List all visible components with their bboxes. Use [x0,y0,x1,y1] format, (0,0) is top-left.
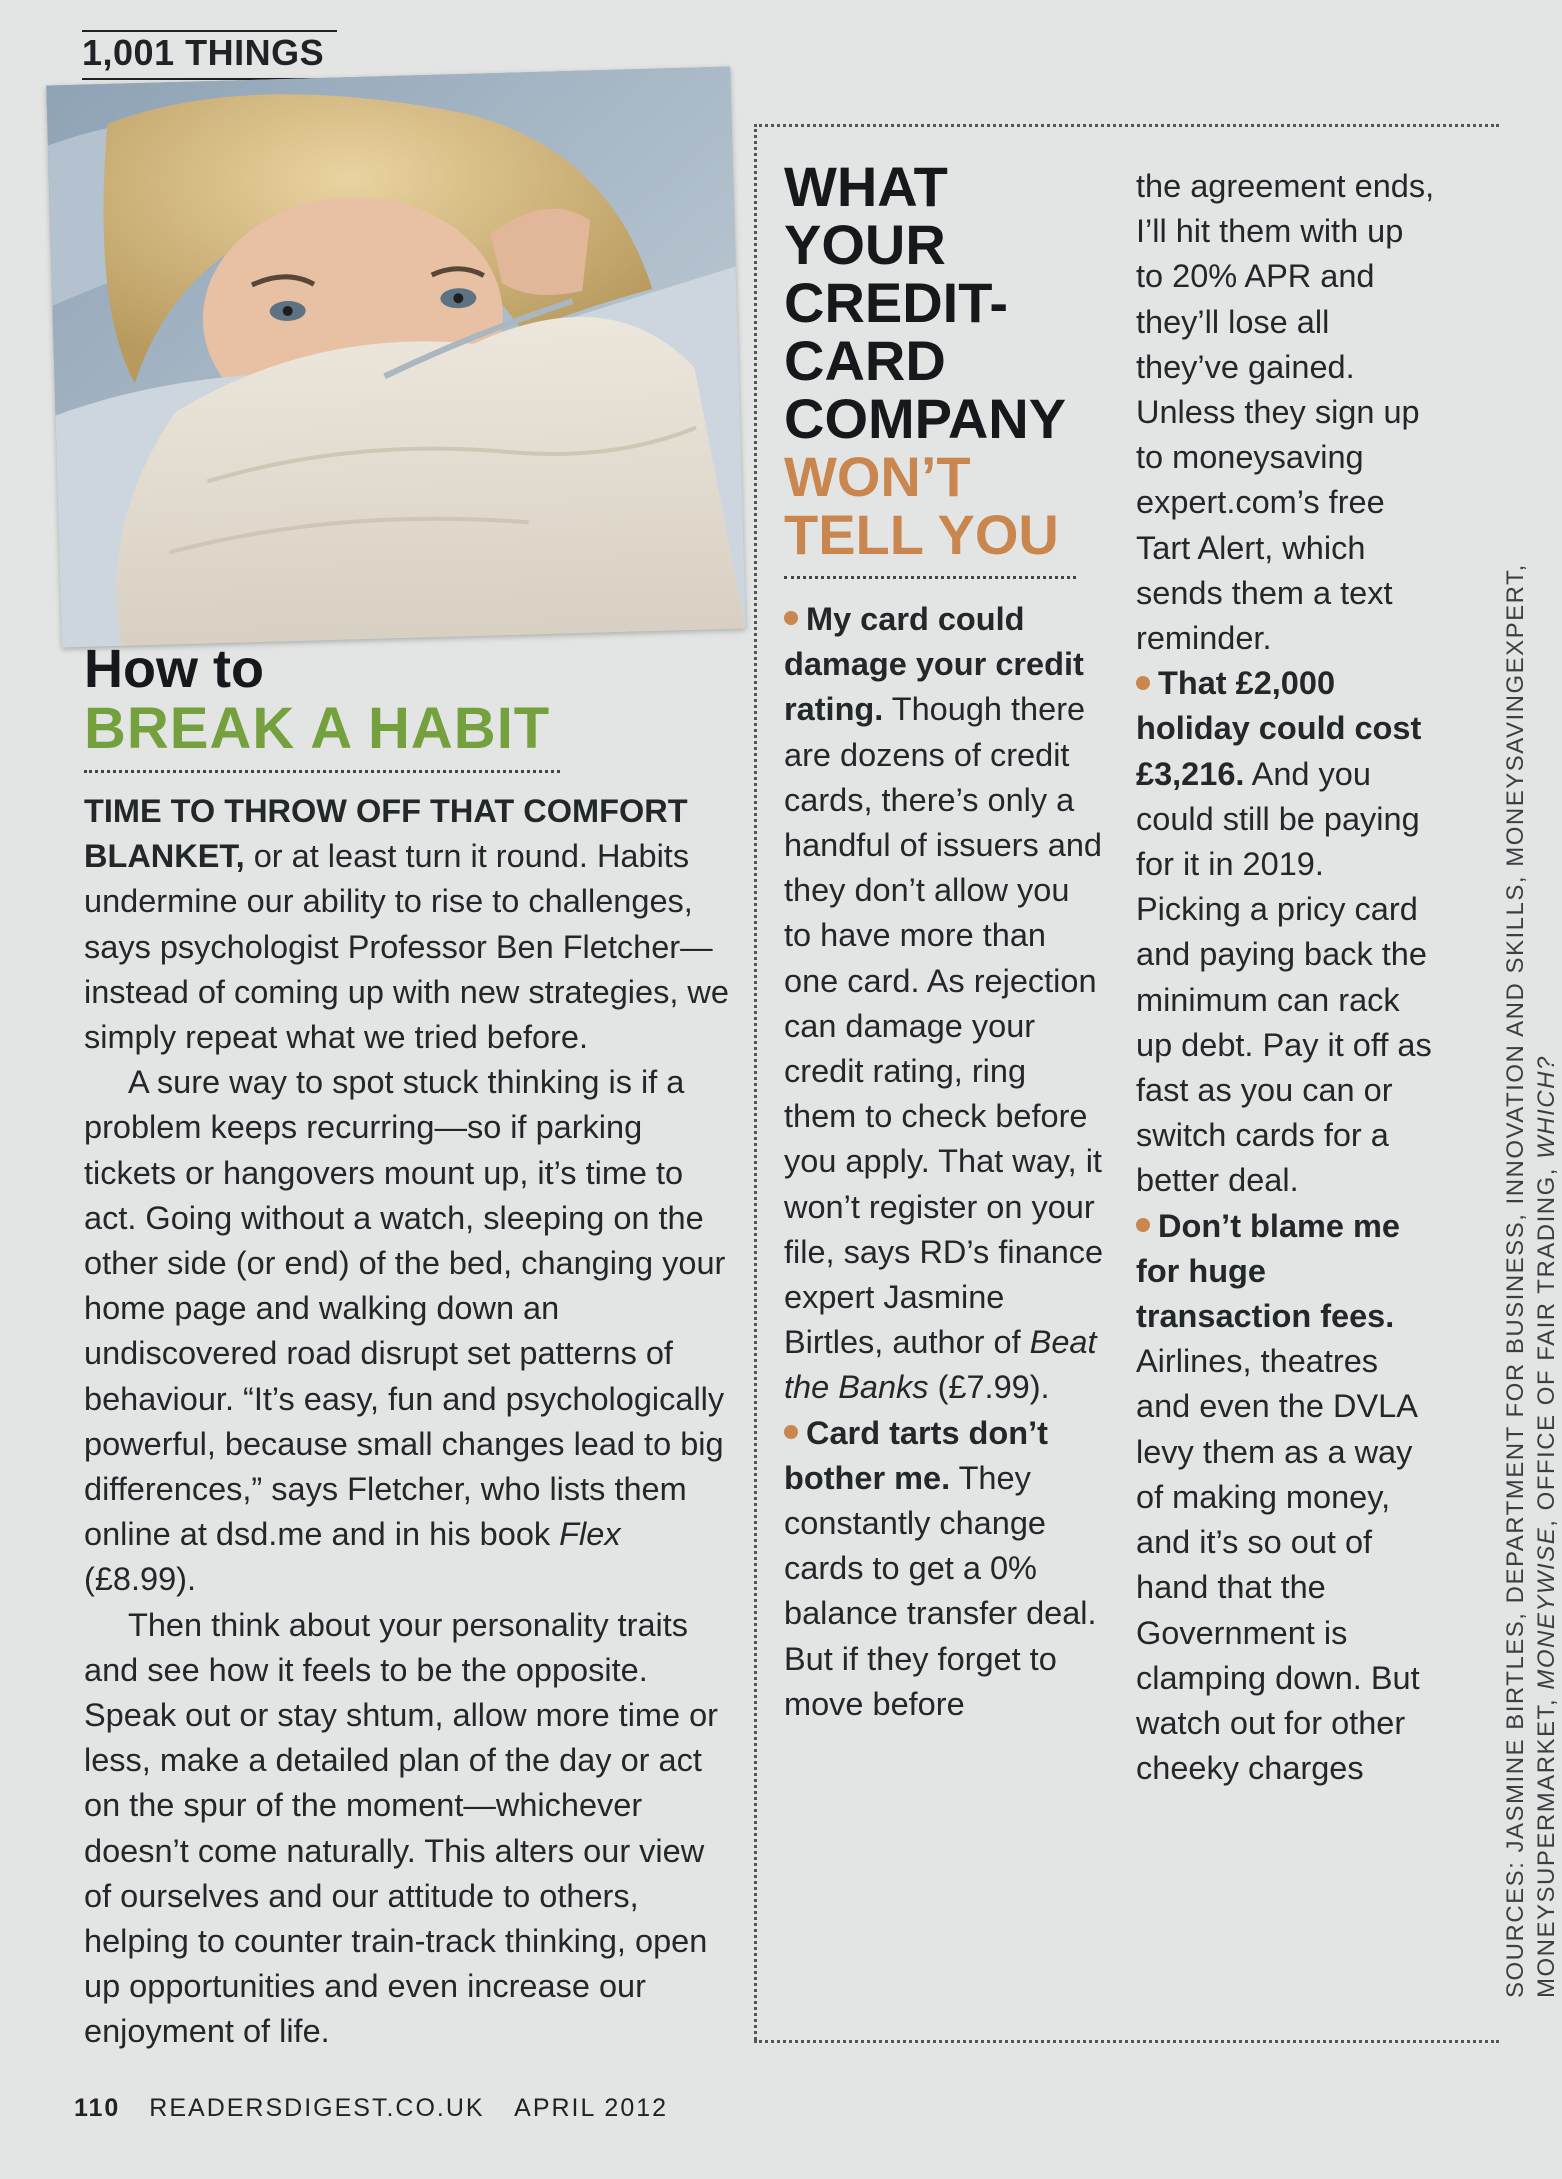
credit-book-title: Beat the Banks [784,1324,1097,1406]
credit-item-1-heading: My card could damage your credit rating. [784,601,1084,728]
credit-item-1-price: (£7.99). [928,1369,1050,1406]
credit-headline-line: YOUR [784,213,946,276]
habit-article [84,640,729,2055]
habit-body [84,789,729,2055]
sources-line-2 [1531,563,1562,1998]
habit-paragraph-3: Then think about your personality traits and see how it feels to be the opposite. Speak out or stay shtum, allow more time or less, make a detailed plan of the day or act on the spur of the moment—whichever doesn’t come naturally. This alters our view of ourselves and our attitude to others, helping to counter train-track thinking, open up opportunities and even increase our enjoyment of life. [84,1606,719,2050]
habit-p2-text: A sure way to spot stuck thinking is if a problem keeps recurring—so if parking tickets or hangovers mount up, it’s time to act. Going without a watch, sleeping on the other side (or end) of the bed, changing your home page and walking down an undiscovered road disrupt set patterns of behaviour. “It’s easy, fun and psychologically powerful, because small changes lead to big differences,” says Fletcher, who lists them online at dsd.me and in his book [84,1064,726,1553]
credit-headline-line: CREDIT- [784,271,1008,334]
bullet-icon [784,1425,798,1439]
habit-book-title: Flex [559,1516,621,1553]
habit-lead: TIME TO THROW OFF THAT COMFORT BLANKET, [84,793,688,875]
credit-item-3 [1136,661,1436,1203]
credit-headline-line: WHAT [784,155,948,218]
credit-item-2-continued: the agreement ends, I’ll hit them with up to 20% APR and they’ll lose all they’ve gained. Unless they sign up to moneysaving expert.com’s free Tart Alert, which sends them a text reminder. [1136,168,1435,657]
credit-items-col1 [784,597,1104,1727]
credit-item-3-text: And you could still be paying for it in 2019. Picking a pricy card and paying back the minimum can rack up debt. Pay it off as fast as you can or switch cards for a better deal. [1136,755,1432,1199]
photo-illustration [46,67,745,648]
credit-headline-line: COMPANY [784,387,1067,450]
bullet-icon [1136,676,1150,690]
credit-item-1-text: Though there are dozens of credit cards, there’s only a handful of issuers and they don’t allow you to have more than one card. As rejection can damage your credit rating, ring them to check before you apply. That way, it won’t register on your file, says RD’s finance expert Jasmine Birtles, author of [784,691,1104,1361]
credit-item-3-heading: That £2,000 holiday could cost £3,216. [1136,665,1422,792]
page-number: 110 [74,2094,121,2122]
credit-item-4-text: Airlines, theatres and even the DVLA levy them as a way of making money, and it’s so out of hand that the Government is clamping down. But watch out for other cheeky charges [1136,1343,1420,1787]
bullet-icon [784,611,798,625]
habit-paragraph-1 [84,789,729,1060]
credit-headline [784,155,1104,566]
credit-box-left-rule [754,124,757,2040]
habit-dotted-rule [84,770,560,773]
sources-text: , OFFICE OF FAIR TRADING, [1533,1158,1560,1527]
woman-under-blanket-photo [46,67,745,648]
credit-item-2 [784,1411,1104,1727]
sources-publication: WHICH? [1533,1055,1560,1159]
habit-headline-line2: BREAK A HABIT [84,696,551,761]
credit-item-4-heading: Don’t blame me for huge transaction fees. [1136,1207,1400,1335]
sources-text: MONEYSUPERMARKET, [1533,1689,1560,1998]
sources-publication: MONEYWISE [1533,1526,1560,1690]
section-tag: 1,001 THINGS [82,30,337,80]
credit-item-2-text: They constantly change cards to get a 0% balance transfer deal. But if they forget to move before [784,1459,1097,1722]
footer-site: READERSDIGEST.CO.UK [149,2094,485,2122]
page-footer [74,2094,668,2123]
sources-credit [1500,563,1562,1998]
habit-headline-line1: How to [84,639,264,699]
credit-column-1 [784,155,1104,1727]
credit-item-1 [784,597,1104,1411]
credit-box-top-rule [754,124,1499,127]
bullet-icon [1136,1218,1150,1232]
habit-p1-text: or at least turn it round. Habits undermine our ability to rise to challenges, says psychologist Professor Ben Fletcher—instead of coming up with new strategies, we simply repeat what we tried before. [84,838,729,1056]
habit-paragraph-2 [84,1060,729,1602]
credit-headline-line: CARD [784,329,946,392]
credit-dotted-rule [784,576,1076,579]
credit-column-2 [1136,164,1436,1791]
credit-items-col2 [1136,164,1436,1791]
credit-item-2-heading: Card tarts don’t bother me. [784,1414,1048,1496]
footer-issue: APRIL 2012 [514,2094,669,2122]
sources-line-1: SOURCES: JASMINE BIRTLES, DEPARTMENT FOR BUSINESS, INNOVATION AND SKILLS, MONEYSAVINGEXPERT, [1502,563,1529,1998]
credit-box-bottom-rule [754,2040,1499,2043]
credit-item-4 [1136,1204,1436,1792]
credit-headline-accent-line: WON’T [784,445,971,508]
credit-headline-accent-line: TELL YOU [784,503,1059,566]
habit-p2-price: (£8.99). [84,1561,197,1598]
